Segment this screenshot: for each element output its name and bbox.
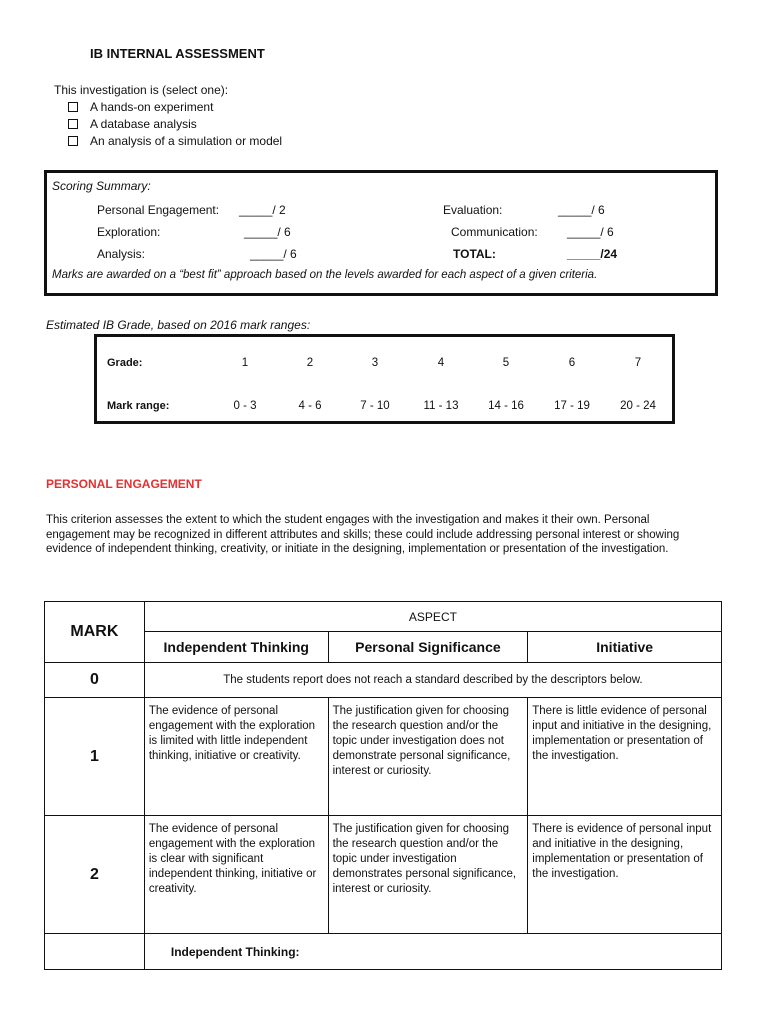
analysis-label: Analysis: [97, 247, 146, 261]
grade-table [94, 334, 675, 424]
scoring-note: Marks are awarded on a “best fit” approach based on the levels awarded for each aspect of a given criteria. [52, 269, 598, 281]
personal-engagement-heading: PERSONAL ENGAGEMENT [46, 477, 202, 491]
page-title: IB INTERNAL ASSESSMENT [90, 46, 265, 61]
rubric-table [44, 601, 722, 970]
row1-personal-significance: The justification given for choosing the research question and/or the topic under investigation does not demonstrate personal significance, interest or curiosity. [328, 698, 528, 816]
personal-engagement-score[interactable]: _____/ 2 [239, 203, 286, 217]
grade-cell: 3 [371, 357, 379, 369]
exploration-score[interactable]: _____/ 6 [244, 225, 291, 239]
range-cell: 0 - 3 [233, 400, 257, 412]
total-score[interactable]: _____/24 [567, 247, 618, 261]
evaluation-label: Evaluation: [443, 203, 503, 217]
row2-personal-significance: The justification given for choosing the research question and/or the topic under investigation demonstrates personal significance, interest or curiosity. [328, 816, 528, 934]
grade-cell: 4 [437, 357, 445, 369]
mark-cell: 1 [45, 698, 145, 816]
row2-initiative: There is evidence of personal input and initiative in the designing, implementation or presentation of the investigation. [528, 816, 722, 934]
option-hands-on-experiment[interactable] [68, 100, 213, 114]
grade-cell: 6 [568, 357, 576, 369]
analysis-score[interactable]: _____/ 6 [250, 247, 297, 261]
option-label: An analysis of a simulation or model [90, 134, 283, 148]
column-header-personal-significance: Personal Significance [328, 632, 528, 663]
range-cell: 11 - 13 [423, 400, 459, 412]
checkbox-icon[interactable] [68, 102, 78, 112]
option-simulation-analysis[interactable] [68, 134, 282, 148]
range-row-label: Mark range: [107, 400, 170, 412]
row1-initiative: There is little evidence of personal input and initiative in the designing, implementation or presentation of the investigation. [528, 698, 722, 816]
column-header-initiative: Initiative [528, 632, 722, 663]
communication-score[interactable]: _____/ 6 [567, 225, 614, 239]
range-cell: 7 - 10 [360, 400, 390, 412]
mark-cell: 2 [45, 816, 145, 934]
personal-engagement-label: Personal Engagement: [97, 203, 220, 217]
option-database-analysis[interactable] [68, 117, 197, 131]
investigation-prompt: This investigation is (select one): [54, 83, 229, 97]
evaluation-score[interactable]: _____/ 6 [558, 203, 605, 217]
footer-label: Independent Thinking: [144, 934, 721, 970]
total-label: TOTAL: [453, 247, 496, 261]
personal-engagement-description: This criterion assesses the extent to which the student engages with the investigation and makes it their own. Personal engagement may be recognized in different attributes and skills; these could include addressing personal interest or showing evidence of independent thinking, creativity, or initiate in the designing, implementation or presentation of the investigation. [46, 514, 680, 555]
range-cell: 17 - 19 [554, 400, 590, 412]
grade-cell: 7 [634, 357, 642, 369]
option-label: A hands-on experiment [90, 100, 214, 114]
row1-independent-thinking: The evidence of personal engagement with the exploration is limited with little independent thinking, initiative or creativity. [144, 698, 328, 816]
scoring-summary-heading: Scoring Summary: [52, 179, 151, 193]
exploration-label: Exploration: [97, 225, 161, 239]
grade-cell: 2 [306, 357, 314, 369]
range-cell: 20 - 24 [620, 400, 656, 412]
grade-cell: 1 [241, 357, 249, 369]
grade-row-label: Grade: [107, 357, 143, 369]
checkbox-icon[interactable] [68, 136, 78, 146]
communication-label: Communication: [451, 225, 538, 239]
grade-cell: 5 [502, 357, 510, 369]
row0-description: The students report does not reach a standard described by the descriptors below. [144, 663, 721, 698]
range-cell: 4 - 6 [298, 400, 322, 412]
mark-header: MARK [45, 602, 145, 663]
range-cell: 14 - 16 [488, 400, 524, 412]
grade-table-caption: Estimated IB Grade, based on 2016 mark ranges: [46, 318, 311, 332]
footer-empty-cell [45, 934, 145, 970]
aspect-header: ASPECT [144, 602, 721, 632]
column-header-independent-thinking: Independent Thinking [144, 632, 328, 663]
row2-independent-thinking: The evidence of personal engagement with the exploration is clear with significant independent thinking, initiative or creativity. [144, 816, 328, 934]
mark-cell: 0 [45, 663, 145, 698]
option-label: A database analysis [90, 117, 197, 131]
checkbox-icon[interactable] [68, 119, 78, 129]
scoring-summary-box [44, 170, 718, 296]
